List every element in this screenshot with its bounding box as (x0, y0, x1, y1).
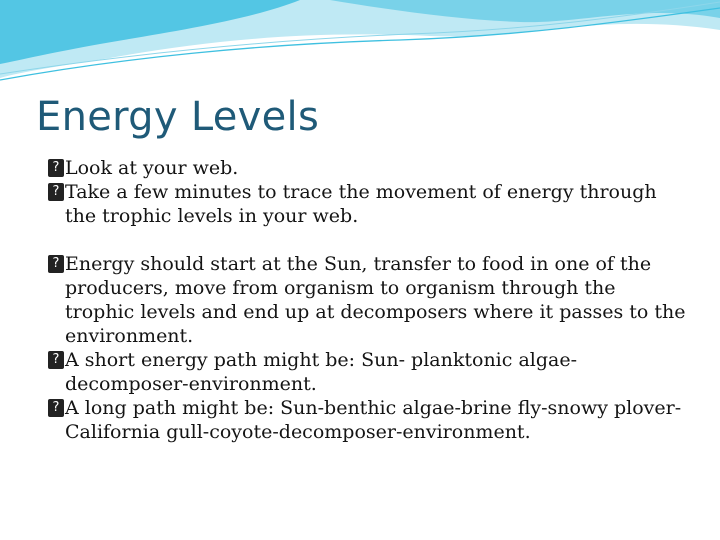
bullet-text: Take a few minutes to trace the movement of energy through the trophic levels in your web. (65, 181, 657, 227)
bullet-text: A long path might be: Sun-benthic algae-brine fly-snowy plover-California gull-coyote-decomposer-environment. (65, 397, 682, 443)
bullet-text: A short energy path might be: Sun- planktonic algae-decomposer-environment. (65, 349, 577, 395)
slide-title: Energy Levels (36, 94, 320, 140)
bullet-item (48, 180, 688, 228)
bullet-marker-icon: ? (48, 159, 64, 177)
bullet-item (48, 252, 688, 348)
bullet-list (48, 156, 688, 444)
bullet-marker-icon: ? (48, 183, 64, 201)
bullet-text: Energy should start at the Sun, transfer to food in one of the producers, move from organism to organism through the trophic levels and end up at decomposers where it passes to the environment. (65, 253, 686, 347)
bullet-item (48, 396, 688, 444)
bullet-item (48, 156, 688, 180)
bullet-item (48, 348, 688, 396)
bullet-marker-icon: ? (48, 351, 64, 369)
bullet-text: Look at your web. (65, 157, 239, 179)
header-wave-decoration (0, 0, 720, 90)
bullet-marker-icon: ? (48, 399, 64, 417)
bullet-marker-icon: ? (48, 255, 64, 273)
